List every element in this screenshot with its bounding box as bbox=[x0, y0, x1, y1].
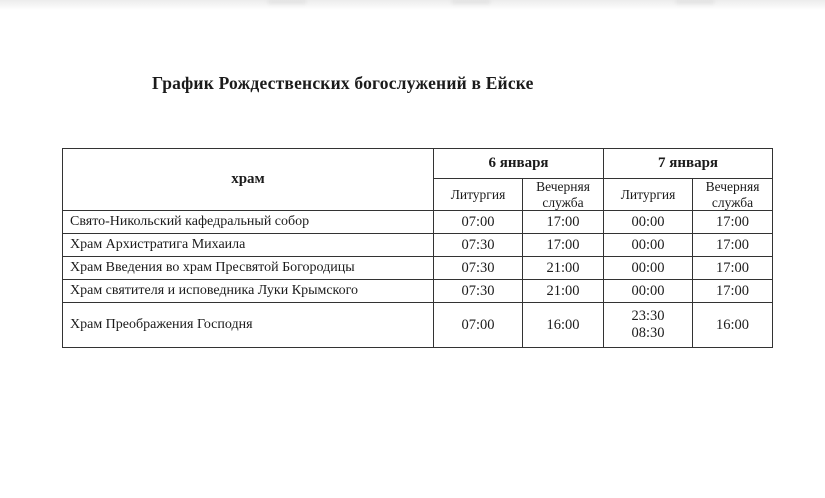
church-name-cell: Храм святителя и исповедника Луки Крымского bbox=[63, 280, 434, 303]
time-cell: 07:30 bbox=[434, 234, 523, 257]
time-cell: 17:00 bbox=[523, 211, 604, 234]
time-cell: 00:00 bbox=[604, 280, 693, 303]
time-cell: 21:00 bbox=[523, 280, 604, 303]
time-line-morning: 08:30 bbox=[631, 325, 665, 341]
table-row bbox=[63, 257, 773, 280]
church-name-cell: Храм Преображения Господня bbox=[63, 303, 434, 348]
time-cell: 07:00 bbox=[434, 303, 523, 348]
table-header-date-jan7: 7 января bbox=[604, 149, 773, 179]
time-cell: 17:00 bbox=[693, 234, 773, 257]
page-title: График Рождественских богослужений в Ейске bbox=[152, 73, 534, 93]
table-row bbox=[63, 211, 773, 234]
church-name-cell: Храм Архистратига Михаила bbox=[63, 234, 434, 257]
table-subheader-evening-jan6: Вечерняя служба bbox=[523, 179, 604, 211]
table-header-church: храм bbox=[63, 149, 434, 211]
table-subheader-liturgy-jan6: Литургия bbox=[434, 179, 523, 211]
time-line-late: 23:30 bbox=[631, 308, 665, 325]
schedule-table bbox=[62, 148, 773, 348]
time-cell: 07:30 bbox=[434, 257, 523, 280]
table-header-date-jan6: 6 января bbox=[434, 149, 604, 179]
time-cell: 07:00 bbox=[434, 211, 523, 234]
table-row bbox=[63, 280, 773, 303]
cutoff-toolbar-edge bbox=[0, 0, 825, 10]
time-cell: 21:00 bbox=[523, 257, 604, 280]
time-cell: 17:00 bbox=[693, 257, 773, 280]
time-cell: 16:00 bbox=[523, 303, 604, 348]
time-cell: 17:00 bbox=[693, 211, 773, 234]
cutoff-ui-smudge bbox=[676, 0, 714, 4]
time-cell: 00:00 bbox=[604, 211, 693, 234]
table-subheader-liturgy-jan7: Литургия bbox=[604, 179, 693, 211]
time-cell: 16:00 bbox=[693, 303, 773, 348]
table-header-row-dates bbox=[63, 149, 773, 179]
time-cell: 00:00 bbox=[604, 234, 693, 257]
table-subheader-evening-jan7: Вечерняя служба bbox=[693, 179, 773, 211]
church-name-cell: Храм Введения во храм Пресвятой Богородицы bbox=[63, 257, 434, 280]
time-cell: 17:00 bbox=[693, 280, 773, 303]
time-cell bbox=[604, 303, 693, 348]
table-row bbox=[63, 303, 773, 348]
table-row bbox=[63, 234, 773, 257]
cutoff-ui-smudge bbox=[452, 0, 490, 4]
time-cell: 00:00 bbox=[604, 257, 693, 280]
church-name-cell: Свято-Никольский кафедральный собор bbox=[63, 211, 434, 234]
time-cell: 07:30 bbox=[434, 280, 523, 303]
cutoff-ui-smudge bbox=[268, 0, 306, 4]
time-cell: 17:00 bbox=[523, 234, 604, 257]
